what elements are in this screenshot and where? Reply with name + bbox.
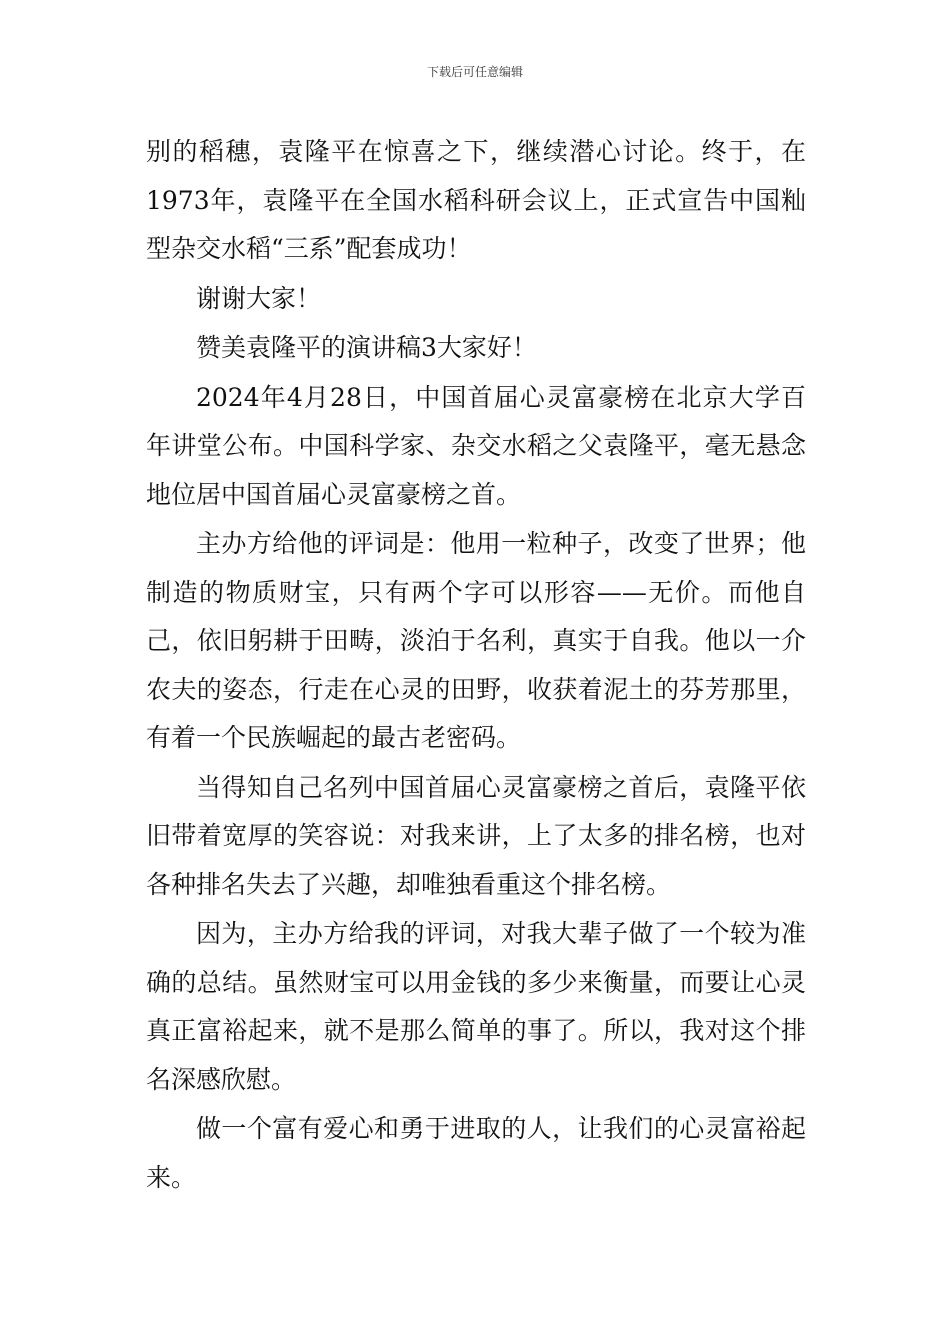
paragraph-closing: 做一个富有爱心和勇于进取的人，让我们的心灵富裕起来。 bbox=[146, 1114, 806, 1192]
paragraph-comment: 主办方给他的评词是：他用一粒种子，改变了世界；他制造的物质财宝，只有两个字可以形容——无价。而他自己，依旧躬耕于田畴，淡泊于名利，真实于自我。他以一介农夫的姿态，行走在心灵的田野，收获着泥土的芬芳那里，有着一个民族崛起的最古老密码。 bbox=[146, 529, 806, 752]
paragraph-reason: 因为，主办方给我的评词，对我大辈子做了一个较为准确的总结。虽然财宝可以用金钱的多少来衡量，而要让心灵真正富裕起来，就不是那么简单的事了。所以，我对这个排名深感欣慰。 bbox=[146, 919, 806, 1094]
document-body bbox=[146, 128, 806, 1202]
paragraph-ranking: 2024年4月28日，中国首届心灵富豪榜在北京大学百年讲堂公布。中国科学家、杂交水稻之父袁隆平，毫无悬念地位居中国首届心灵富豪榜之首。 bbox=[146, 382, 806, 509]
page-header: 下载后可任意编辑 bbox=[426, 65, 523, 79]
paragraph-continuation: 别的稻穗，袁隆平在惊喜之下，继续潜心讨论。终于，在1973年，袁隆平在全国水稻科研会议上，正式宣告中国籼型杂交水稻“三系”配套成功！ bbox=[146, 137, 806, 263]
paragraph-speech-title: 赞美袁隆平的演讲稿3大家好！ bbox=[196, 333, 537, 362]
paragraph-reaction: 当得知自己名列中国首届心灵富豪榜之首后，袁隆平依旧带着宽厚的笑容说：对我来讲，上了太多的排名榜，也对各种排名失去了兴趣，却唯独看重这个排名榜。 bbox=[146, 772, 806, 899]
paragraph-thanks: 谢谢大家！ bbox=[196, 283, 322, 313]
